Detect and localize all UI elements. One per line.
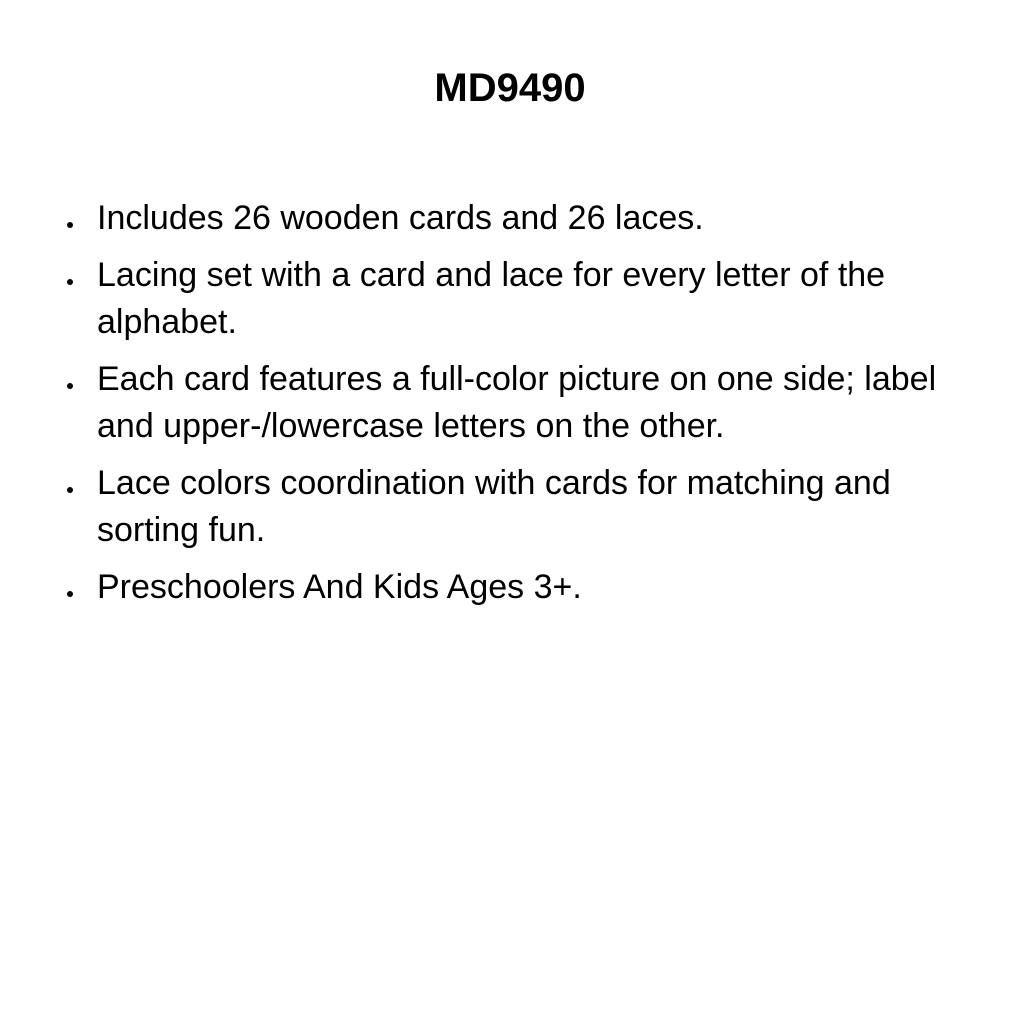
page-title: MD9490: [434, 66, 586, 110]
bullet-icon: [67, 383, 73, 389]
list-item: [60, 460, 970, 554]
list-item-text: Lacing set with a card and lace for every letter of the alphabet.: [97, 256, 886, 341]
list-item: [60, 195, 970, 242]
bullet-icon: [67, 222, 73, 228]
bullet-icon: [67, 487, 73, 493]
bullet-icon: [67, 591, 73, 597]
list-item-text: Includes 26 wooden cards and 26 laces.: [97, 199, 704, 237]
list-item-text: Preschoolers And Kids Ages 3+.: [97, 568, 582, 606]
list-item-text: Lace colors coordination with cards for matching and sorting fun.: [97, 464, 891, 549]
list-item-text: Each card features a full-color picture on one side; label and upper-/lowercase letters on the other.: [97, 360, 937, 445]
bullet-icon: [67, 279, 73, 285]
list-item: [60, 252, 970, 346]
list-item: [60, 564, 970, 611]
list-item: [60, 356, 970, 450]
feature-list: [60, 195, 970, 621]
